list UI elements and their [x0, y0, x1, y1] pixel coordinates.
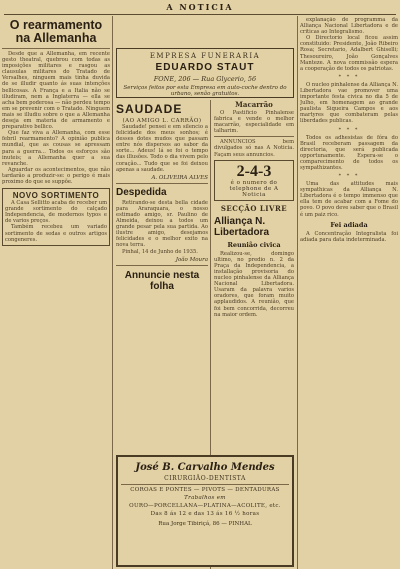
ad-name: EDUARDO STAUT	[155, 62, 255, 73]
column-2	[116, 102, 208, 453]
ad-title: EMPRESA FUNERARIA	[149, 52, 261, 60]
divider	[116, 265, 208, 266]
ad-line: OURO—PORCELLANA—PLATINA—ACOLITE, etc.	[129, 503, 281, 509]
ad-line: COROAS E PONTES — PIVOTS — DENTADURAS	[130, 487, 280, 493]
section-separator: * * *	[338, 126, 360, 133]
column-rule	[112, 16, 113, 569]
ad-phone-number: 2-4-3	[236, 162, 272, 180]
divider	[2, 48, 110, 49]
column-3	[214, 17, 294, 453]
section-heading-alianca: Alliança N. Libertadora	[214, 215, 270, 238]
article-date: Pinhal, 14 de Junho de 1935.	[122, 248, 198, 255]
spacer	[214, 17, 294, 100]
ad-heading: NOVO SORTIMENTO	[12, 191, 100, 201]
top-rule	[4, 14, 396, 15]
article-paragraph: A Concentração Integralista foi adiada para data indeterminada.	[300, 230, 398, 243]
section-heading-despedida: Despedida	[116, 186, 167, 198]
section-separator: * * *	[338, 73, 360, 80]
column-1	[2, 17, 110, 569]
article-signature: A. OLIVEIRA ALVES	[151, 174, 208, 181]
section-separator: * * *	[338, 173, 360, 180]
article-paragraph: Aguardar os acontecimentos, que não tardarão a produzir-se: o perigo é mais proximo do que se suppõe.	[2, 166, 110, 185]
ad-telephone	[214, 160, 294, 201]
article-subheading: Reunião civica	[227, 240, 281, 249]
ad-line: Das 8 ás 12 e das 13 ás 16 ½ horas	[150, 511, 260, 517]
ad-novo-sortimento	[2, 188, 110, 246]
article-signature: João Moura	[175, 256, 208, 263]
ad-title: CIRURGIÃO-DENTISTA	[164, 475, 246, 482]
section-heading-secao-livre: SECÇÃO LIVRE	[220, 203, 288, 213]
column-rule	[297, 16, 298, 569]
article-paragraph: Uma das attitudes mais sympathicas da Alliança N. Libertadora é o tempo immenso que ella tem de acabar com a Fome do povo. O povo deve saber que o Brasil é um paiz rico.	[300, 181, 398, 218]
article-paragraph: Desde que a Allemanha, em recente gesto theatral, quebrou com todas as imposições militares e rasgou as clausulas militares do Tratado de Versalhes, ninguem mais tinha duvida de se illudir quanto ás suas intenções bellicosas. A França e a Italia não se illudiram, nem a Inglaterra — ella se acha bem poderosa — não perdeu tempo em se prevenir com o Tratado. Ninguem mais se illudiu sobre o que a Allemanha deseja em materia de armamento e preparativo bellico.	[2, 51, 110, 131]
article-paragraph: O Directorio local ficou assim constituido: Presidente, João Ribeiro Rosa; Secretario, Adalbert Ghiselli; Thesoureiro, João Gonçalves Manteze. A nova commissão espera a cooperação de todos os patriotas.	[300, 35, 398, 72]
section-heading-fei-adiada: Fei adiada	[330, 220, 368, 229]
column-4	[300, 17, 398, 569]
article-paragraph: Saudade! pensei e em silencio a felicidade dos meus sonhos; é desses dotes mudos que passam entre nós dispersos ao sabor da sorte... Adeus! lá se foi o tempo das illusões. Todo o dia vivem pelo coração... Tudo que se foi deixou apenas a saudade.	[116, 124, 208, 173]
article-paragraph: explanação de programma da Alliança Nacional Libertadora e de criticas ao Integralismo.	[300, 17, 398, 36]
section-heading-macarrao: Macarrão	[235, 100, 273, 109]
ad-text: O Pastificio Pinhalense fabrica e vende o melhor macarrão, especialidade em talharim.	[214, 110, 294, 135]
masthead: A NOTICIA	[166, 2, 234, 12]
ad-text: ANNUNCIOS bem divulgados só nas A Noticia. Façam seus annuncios.	[214, 139, 294, 158]
ad-caption: é o numero do telephone de A Noticia	[229, 179, 279, 198]
article-paragraph: Todos os adhesistas de fóra do Brasil receberam passagem da directoria, que será publicada opportunamente. Espera-se o comparecimento de todos os sympathizantes.	[300, 134, 398, 171]
divider	[121, 484, 289, 485]
divider	[116, 183, 208, 184]
ad-dentista	[116, 455, 294, 567]
section-heading-saudade: SAUDADE	[116, 102, 183, 116]
ad-address: Rua Jorge Tibiriçá, 86 — PINHAL	[158, 521, 252, 527]
headline-rearmamento: O rearmamento na Allemanha	[9, 18, 103, 45]
article-paragraph: Realizou-se, domingo ultimo, no predio n. 2 da Praça da Independencia, a installação provisoria do nucleo pinhalense da Alliança Nacional Libertadora. Usaram da palavra varios oradores, que foram muito applaudidos. A reunião, que foi bem concorrida, decorreu na maior ordem.	[214, 250, 294, 318]
ad-text: A Casa Sellitto acaba de receber um grande sortimento do calçado Independencia, de modernos typos e de varios preços.	[5, 200, 107, 225]
article-paragraph: O nucleo pinhalense da Alliança N. Libertadora vae promover uma importante festa civica no dia 5 de Julho, em homenagem ao grande paulista Siqueira Campos e aos martyres que combateram pelas liberdades publicas.	[300, 81, 398, 125]
article-subheading: (AO AMIGO L. CARRÃO)	[122, 118, 202, 124]
ad-name: José B. Carvalho Mendes	[135, 462, 275, 473]
article-paragraph: Retirando-se desta bella cidade para Araraquara, o nosso estimado amigo, sr. Paulino de Almeida, deixou a todos um grande pesar pela sua partida. Ao ilustre amigo, desejamos felicidades e o melhor exito na nova terra.	[116, 199, 208, 249]
ad-text: Também recebeu um variado sortimento de sedas e outros artigos congeneres.	[5, 224, 107, 243]
ad-line: Trabalhos em	[184, 495, 226, 501]
divider	[214, 136, 294, 137]
ad-note: Serviços feitos por esta Empresa em auto-coche dentro do urbano, senão gratuitos.	[123, 85, 287, 97]
article-paragraph: Que faz viva a Allemanha, com esse febril rearmamento? A opinião publica mundial, que as cousas se apressam para a guerra... Todos os esforços são inuteis; a Allemanha quer a sua revanche.	[2, 130, 110, 167]
ad-anuncie: Annuncie nesta folha	[124, 269, 200, 292]
ad-phone: FONE, 206 — Rua Glycerio, 56	[153, 75, 257, 83]
